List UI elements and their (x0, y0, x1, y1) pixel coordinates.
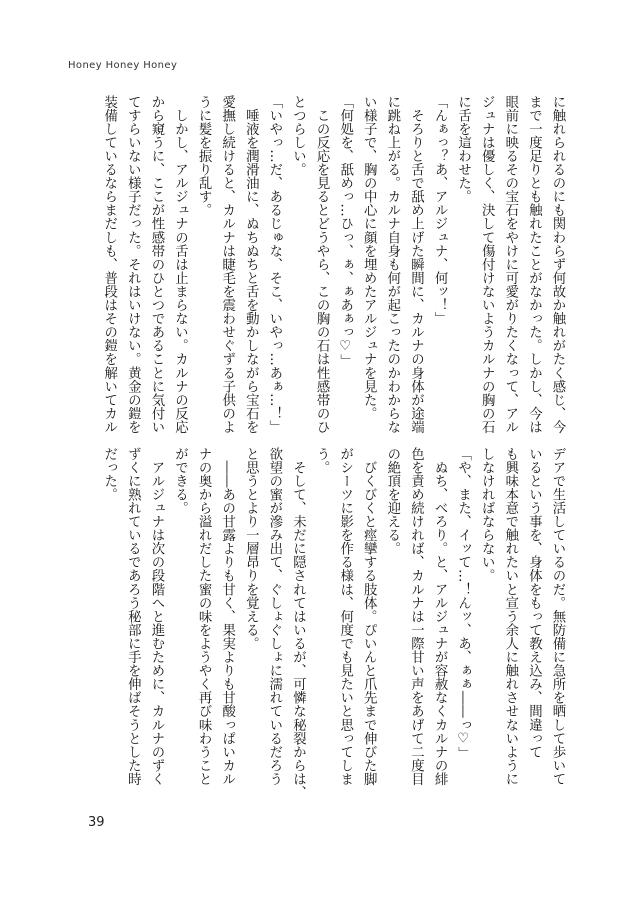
text-column: いるという事を、身体をもって教え込み、間違って (526, 447, 542, 759)
text-column: 「何処を、舐めっ…ひっ、ぁ、ぁあぁっ♡」 (337, 95, 353, 368)
text-column: ができる。 (172, 447, 188, 515)
text-column: そろりと舌で舐め上げた瞬間に、カルナの身体が途端 (408, 95, 424, 434)
text-column: まで一度足りとも触れたことがなかった。しかし、今は (526, 95, 542, 434)
text-column: 色を責め続ければ、カルナは一際甘い声をあげて二度目 (408, 447, 424, 786)
text-column: い様子で、胸の中心に顔を埋めたアルジュナを見た。 (361, 95, 377, 421)
text-column: がシーツに影を作る様は、何度でも見たいと思ってしま (337, 447, 353, 786)
text-column: 「んぁっ？あ、アルジュナ、何ッ！」 (432, 95, 448, 326)
text-column: ずくに熟れているであろう秘部に手を伸ばそうとした時 (125, 447, 141, 786)
text-column: そして、未だに隠されてはいるが、可憐な秘裂からは、 (290, 447, 306, 800)
text-column: から窺うに、ここが性感帯のひとつであることに気付い (148, 95, 164, 434)
text-column: 「いやっ…だ、あるじゅな、そこ、いやっ…あぁ…！」 (266, 95, 282, 434)
text-column: ――あの甘露よりも甘く、果実よりも甘酸っぱいカル (219, 447, 235, 786)
text-column: しかし、アルジュナの舌は止まらない。カルナの反応 (172, 95, 188, 434)
text-column: も興味本意で触れたいと宣う余人に触れさせないように (502, 447, 518, 786)
body-text (64, 95, 569, 815)
text-column: 「や、また、イッて…！んッ、あ、ぁぁ――っ♡」 (455, 447, 471, 761)
text-column: 唾液を潤滑油に、ぬちぬちと舌を動かしながら宝石を (243, 95, 259, 434)
text-column: 愛撫し続けると、カルナは睫毛を震わせぐずる子供のよ (219, 95, 235, 434)
text-column: びくびくと痙攣する肢体。ぴいんと爪先まで伸びた脚 (361, 447, 377, 786)
text-column: しなければならない。 (479, 447, 495, 583)
text-column: に跳ね上がる。カルナ自身も何が起こったのかわからな (384, 95, 400, 434)
text-column: 欲望の蜜が滲み出て、ぐしょぐしょに濡れているだろう (266, 447, 282, 786)
text-column: に舌を這わせた。 (455, 95, 471, 204)
text-column: てすらいない様子だった。それはいけない。黄金の鎧を (125, 95, 141, 434)
text-column: アルジュナは次の段階へと進むために、カルナのずく (148, 447, 164, 786)
text-column: デアで生活しているのだ。無防備に急所を晒して歩いて (550, 447, 565, 786)
text-band-top (97, 95, 569, 435)
text-column: とつらしい。 (290, 95, 306, 177)
text-column: の絶頂を迎える。 (384, 447, 400, 556)
text-column: う。 (314, 447, 330, 475)
text-column: 装備しているならまだしも、普段はその鎧を解いてカル (101, 95, 117, 434)
running-header: Honey Honey Honey (68, 60, 178, 71)
text-column: この反応を見るとどうやら、この胸の石は性感帯のひ (314, 95, 330, 434)
text-column: うに髪を振り乱す。 (196, 95, 212, 217)
text-column: に触れられるのにも関わらず何故か触れがたく感じ、今 (550, 95, 565, 434)
text-column: ナの奥から溢れだした蜜の味をようやく再び味わうこと (196, 447, 212, 786)
text-band-bottom (97, 447, 569, 815)
text-column: だった。 (101, 447, 117, 502)
page-number: 39 (88, 815, 105, 830)
text-column: と思うとより一層昂りを覚える。 (243, 447, 259, 651)
text-column: ぬち、べろり。と、アルジュナが容赦なくカルナの緋 (432, 447, 448, 786)
text-column: ジュナは優しく、決して傷付けないようカルナの胸の石 (479, 95, 495, 434)
text-column: 眼前に映るその宝石をやけに可愛がりたくなって、アル (502, 95, 518, 434)
